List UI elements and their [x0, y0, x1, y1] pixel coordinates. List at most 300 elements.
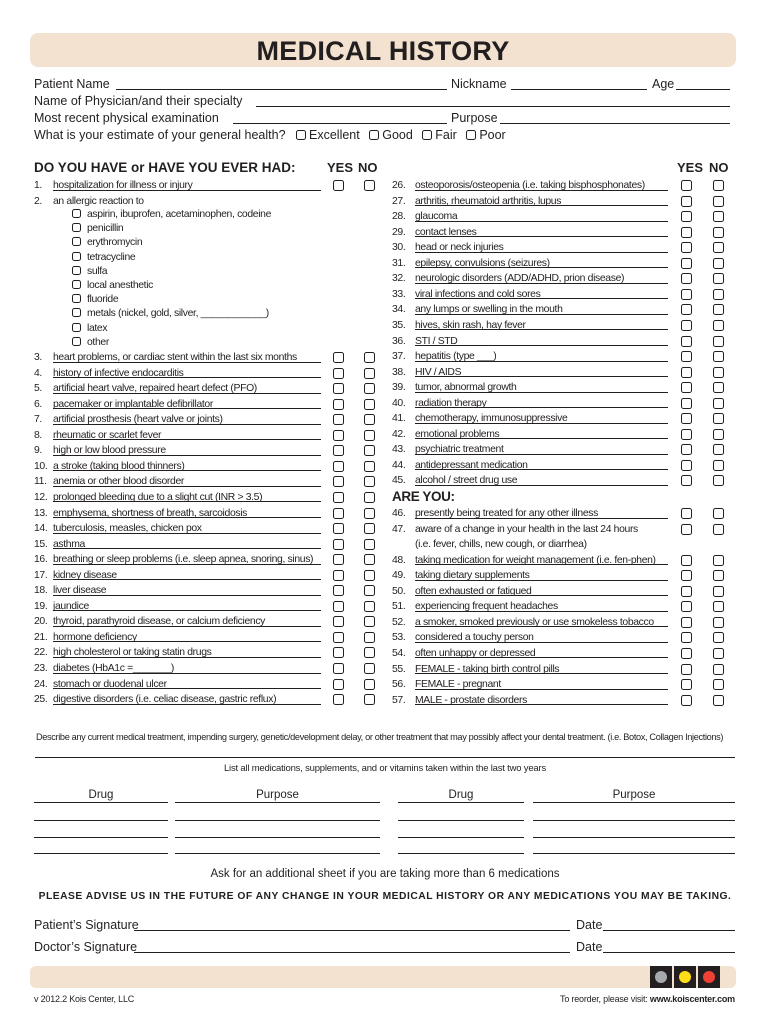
answer-line[interactable]	[415, 518, 668, 519]
no-checkbox[interactable]	[713, 460, 724, 471]
question-row	[392, 427, 737, 443]
question-text: tumor, abnormal growth	[415, 382, 517, 394]
no-checkbox[interactable]	[713, 227, 724, 238]
yellow-dot-icon	[679, 971, 691, 983]
no-checkbox[interactable]	[713, 211, 724, 222]
question-row	[34, 350, 379, 366]
answer-line[interactable]	[53, 362, 321, 363]
question-text: taking medication for weight management (i.e. fen-phen)	[415, 554, 656, 566]
yes-checkbox[interactable]	[681, 367, 692, 378]
answer-line[interactable]	[415, 236, 668, 237]
yes-checkbox[interactable]	[681, 601, 692, 612]
question-row	[34, 599, 379, 615]
no-checkbox[interactable]	[713, 180, 724, 191]
answer-line[interactable]	[53, 377, 321, 378]
answer-line[interactable]	[53, 579, 321, 580]
yes-checkbox[interactable]	[333, 368, 344, 379]
answer-line[interactable]	[415, 704, 668, 705]
no-checkbox[interactable]	[364, 430, 375, 441]
question-number: 22.	[34, 647, 48, 659]
column-rule	[533, 802, 735, 803]
question-text: breathing or sleep problems (i.e. sleep apnea, snoring, sinus)	[53, 554, 314, 566]
question-text: viral infections and cold sores	[415, 288, 541, 300]
question-number: 35.	[392, 319, 406, 331]
medication-entry-field[interactable]	[533, 837, 735, 838]
no-checkbox[interactable]	[364, 368, 375, 379]
question-text: head or neck injuries	[415, 242, 504, 254]
yes-checkbox[interactable]	[333, 679, 344, 690]
title-bar	[30, 33, 736, 67]
question-row	[34, 568, 379, 584]
answer-line[interactable]	[53, 657, 321, 658]
allergy-checkbox[interactable]	[72, 266, 81, 275]
medication-entry-field[interactable]	[175, 853, 380, 854]
answer-line[interactable]	[53, 548, 321, 549]
answer-line[interactable]	[415, 611, 668, 612]
yes-checkbox[interactable]	[681, 180, 692, 191]
answer-line[interactable]	[415, 595, 668, 596]
answer-line[interactable]	[415, 564, 668, 565]
question-row	[34, 677, 379, 693]
yes-checkbox[interactable]	[333, 383, 344, 394]
no-checkbox[interactable]	[364, 523, 375, 534]
answer-line[interactable]	[415, 673, 668, 674]
no-checkbox[interactable]	[364, 570, 375, 581]
yes-checkbox[interactable]	[333, 352, 344, 363]
no-checkbox[interactable]	[713, 398, 724, 409]
excellent-checkbox[interactable]	[296, 130, 306, 140]
answer-line[interactable]	[53, 595, 321, 596]
fair-checkbox[interactable]	[422, 130, 432, 140]
yes-checkbox[interactable]	[681, 695, 692, 706]
good-checkbox[interactable]	[369, 130, 379, 140]
medication-entry-field[interactable]	[34, 820, 168, 821]
answer-line[interactable]	[415, 283, 668, 284]
answer-line[interactable]	[53, 610, 321, 611]
medication-entry-field[interactable]	[34, 837, 168, 838]
allergy-subitem	[72, 307, 269, 321]
question-row	[392, 225, 737, 241]
yes-checkbox[interactable]	[681, 679, 692, 690]
yes-checkbox[interactable]	[333, 663, 344, 674]
yes-checkbox[interactable]	[681, 524, 692, 535]
question-number: 12.	[34, 491, 48, 503]
no-checkbox[interactable]	[364, 694, 375, 705]
answer-line[interactable]	[53, 393, 321, 394]
no-checkbox[interactable]	[713, 196, 724, 207]
answer-line[interactable]	[53, 673, 321, 674]
yes-checkbox[interactable]	[333, 554, 344, 565]
no-checkbox[interactable]	[364, 647, 375, 658]
question-row	[392, 178, 737, 194]
no-checkbox[interactable]	[713, 475, 724, 486]
answer-line[interactable]	[415, 423, 668, 424]
answer-line[interactable]	[53, 470, 321, 471]
no-checkbox[interactable]	[364, 585, 375, 596]
question-row	[34, 366, 379, 382]
no-checkbox[interactable]	[364, 461, 375, 472]
yes-checkbox[interactable]	[681, 351, 692, 362]
doctor-signature-field[interactable]	[134, 952, 570, 953]
no-checkbox[interactable]	[364, 539, 375, 550]
question-row	[34, 397, 379, 413]
yes-checkbox[interactable]	[333, 492, 344, 503]
question-number: 1.	[34, 180, 42, 191]
answer-line[interactable]	[53, 486, 321, 487]
answer-line[interactable]	[415, 689, 668, 690]
yes-checkbox[interactable]	[681, 429, 692, 440]
no-checkbox[interactable]	[713, 320, 724, 331]
medication-entry-field[interactable]	[533, 853, 735, 854]
patient-date-field[interactable]	[603, 930, 735, 931]
yes-checkbox[interactable]	[333, 694, 344, 705]
yes-checkbox[interactable]	[333, 601, 344, 612]
question-row	[34, 381, 379, 397]
question-number: 48.	[392, 554, 406, 566]
answer-line[interactable]	[53, 517, 321, 518]
exam-field[interactable]	[233, 123, 447, 124]
no-checkbox[interactable]	[713, 632, 724, 643]
describe-treatment-field[interactable]	[35, 757, 735, 758]
question-row	[392, 568, 737, 584]
answer-line[interactable]	[53, 408, 321, 409]
yes-checkbox[interactable]	[681, 258, 692, 269]
answer-line[interactable]	[415, 190, 668, 191]
medication-entry-field[interactable]	[398, 837, 524, 838]
no-checkbox[interactable]	[713, 508, 724, 519]
yes-checkbox[interactable]	[681, 211, 692, 222]
yes-checkbox[interactable]	[333, 445, 344, 456]
allergy-checkbox[interactable]	[72, 323, 81, 332]
answer-line[interactable]	[415, 580, 668, 581]
allergy-label: fluoride	[87, 294, 119, 306]
yes-checkbox[interactable]	[681, 320, 692, 331]
question-number: 9.	[34, 445, 42, 457]
no-checkbox[interactable]	[713, 429, 724, 440]
question-text: high cholesterol or taking statin drugs	[53, 647, 212, 659]
no-checkbox[interactable]	[364, 508, 375, 519]
excellent-label: Excellent	[309, 128, 360, 142]
advise-notice: PLEASE ADVISE US IN THE FUTURE OF ANY CHANGE IN YOUR MEDICAL HISTORY OR ANY MEDICATIONS YOU MAY BE TAKING.	[38, 891, 732, 902]
allergy-subitem	[72, 322, 107, 336]
answer-line[interactable]	[53, 439, 321, 440]
drug-column-header: Drug	[448, 789, 474, 801]
yes-checkbox[interactable]	[681, 273, 692, 284]
no-header-right: NO	[709, 160, 729, 175]
medication-entry-field[interactable]	[175, 820, 380, 821]
yes-checkbox[interactable]	[681, 617, 692, 628]
age-field[interactable]	[676, 89, 730, 90]
question-text: FEMALE - pregnant	[415, 679, 501, 691]
question-text: stomach or duodenal ulcer	[53, 678, 167, 690]
patient-signature-label: Patient’s Signature	[34, 918, 139, 932]
no-checkbox[interactable]	[713, 664, 724, 675]
answer-line[interactable]	[415, 345, 668, 346]
no-checkbox[interactable]	[364, 679, 375, 690]
patient-name-field[interactable]	[116, 89, 447, 90]
question-number: 54.	[392, 647, 406, 659]
question-number: 57.	[392, 694, 406, 706]
question-text: hospitalization for illness or injury	[53, 180, 193, 191]
question-number: 20.	[34, 616, 48, 628]
allergy-checkbox[interactable]	[72, 280, 81, 289]
yes-checkbox[interactable]	[681, 336, 692, 347]
question-text: artificial prosthesis (heart valve or joints)	[53, 414, 223, 426]
no-checkbox[interactable]	[364, 663, 375, 674]
no-checkbox[interactable]	[364, 632, 375, 643]
yes-checkbox[interactable]	[681, 586, 692, 597]
yes-checkbox[interactable]	[681, 508, 692, 519]
allergy-checkbox[interactable]	[72, 308, 81, 317]
allergy-checkbox[interactable]	[72, 294, 81, 303]
allergy-label: penicillin	[87, 223, 124, 235]
answer-line[interactable]	[415, 314, 668, 315]
no-checkbox[interactable]	[364, 476, 375, 487]
no-checkbox[interactable]	[364, 399, 375, 410]
medication-entry-field[interactable]	[175, 837, 380, 838]
answer-line[interactable]	[415, 252, 668, 253]
question-number: 37.	[392, 351, 406, 363]
doctor-date-field[interactable]	[603, 952, 735, 953]
yes-checkbox[interactable]	[681, 382, 692, 393]
question-number: 29.	[392, 226, 406, 238]
yes-checkbox[interactable]	[333, 180, 344, 191]
answer-line[interactable]	[415, 657, 668, 658]
question-number: 31.	[392, 257, 406, 269]
answer-line[interactable]	[415, 221, 668, 222]
no-checkbox[interactable]	[713, 289, 724, 300]
no-checkbox[interactable]	[364, 414, 375, 425]
medication-entry-field[interactable]	[398, 853, 524, 854]
yes-checkbox[interactable]	[681, 227, 692, 238]
section-heading: DO YOU HAVE or HAVE YOU EVER HAD:	[34, 160, 296, 175]
allergy-subitem	[72, 279, 153, 293]
question-number: 42.	[392, 428, 406, 440]
no-checkbox[interactable]	[713, 586, 724, 597]
question-number: 11.	[34, 476, 47, 488]
yes-checkbox[interactable]	[333, 647, 344, 658]
question-row	[34, 474, 379, 490]
yes-checkbox[interactable]	[333, 539, 344, 550]
yes-checkbox[interactable]	[681, 460, 692, 471]
no-checkbox[interactable]	[713, 695, 724, 706]
no-checkbox[interactable]	[713, 413, 724, 424]
allergy-checkbox[interactable]	[72, 209, 81, 218]
question-row	[392, 662, 737, 678]
yes-checkbox[interactable]	[681, 304, 692, 315]
allergy-checkbox[interactable]	[72, 252, 81, 261]
no-checkbox[interactable]	[713, 273, 724, 284]
yes-checkbox[interactable]	[681, 398, 692, 409]
answer-line[interactable]	[415, 267, 668, 268]
answer-line[interactable]	[415, 642, 668, 643]
question-text: digestive disorders (i.e. celiac disease, gastric reflux)	[53, 694, 277, 706]
no-checkbox[interactable]	[364, 383, 375, 394]
question-number: 21.	[34, 631, 48, 643]
question-row	[34, 194, 379, 210]
physician-field[interactable]	[256, 106, 730, 107]
answer-line[interactable]	[415, 298, 668, 299]
patient-name-label: Patient Name	[34, 77, 110, 91]
yes-checkbox[interactable]	[333, 585, 344, 596]
health-options	[296, 127, 512, 143]
yes-checkbox[interactable]	[333, 399, 344, 410]
no-checkbox[interactable]	[713, 555, 724, 566]
question-row	[392, 646, 737, 662]
answer-line[interactable]	[415, 485, 668, 486]
purpose-column-header: Purpose	[612, 789, 656, 801]
allergy-label: tetracycline	[87, 251, 136, 263]
no-checkbox[interactable]	[713, 351, 724, 362]
question-row	[392, 318, 737, 334]
question-row	[392, 442, 737, 458]
question-number: 56.	[392, 679, 406, 691]
good-label: Good	[382, 128, 413, 142]
question-number: 17.	[34, 569, 48, 581]
yes-checkbox[interactable]	[333, 476, 344, 487]
yes-checkbox[interactable]	[681, 242, 692, 253]
yes-checkbox[interactable]	[681, 555, 692, 566]
answer-line[interactable]	[53, 533, 321, 534]
answer-line[interactable]	[53, 626, 321, 627]
no-checkbox[interactable]	[713, 524, 724, 535]
medication-entry-field[interactable]	[533, 820, 735, 821]
question-number: 47.	[392, 523, 406, 535]
no-checkbox[interactable]	[713, 336, 724, 347]
yes-checkbox[interactable]	[681, 444, 692, 455]
answer-line[interactable]	[415, 361, 668, 362]
column-rule	[34, 802, 168, 803]
no-checkbox[interactable]	[364, 492, 375, 503]
no-checkbox[interactable]	[364, 180, 375, 191]
medication-entry-field[interactable]	[34, 853, 168, 854]
question-number: 40.	[392, 397, 406, 409]
question-number: 25.	[34, 694, 48, 706]
allergy-checkbox[interactable]	[72, 337, 81, 346]
patient-signature-field[interactable]	[134, 930, 570, 931]
yes-checkbox[interactable]	[681, 664, 692, 675]
no-checkbox[interactable]	[713, 382, 724, 393]
yes-checkbox[interactable]	[333, 632, 344, 643]
question-text: heart problems, or cardiac stent within the last six months	[53, 352, 297, 363]
question-row	[392, 396, 737, 412]
no-checkbox[interactable]	[713, 679, 724, 690]
no-checkbox[interactable]	[713, 601, 724, 612]
answer-line[interactable]	[415, 392, 668, 393]
doctor-date-label: Date	[576, 940, 603, 954]
no-checkbox[interactable]	[713, 444, 724, 455]
purpose-label: Purpose	[451, 111, 498, 125]
question-text: osteoporosis/osteopenia (i.e. taking bisphosphonates)	[415, 180, 645, 191]
answer-line[interactable]	[415, 626, 668, 627]
answer-line[interactable]	[415, 469, 668, 470]
question-text: presently being treated for any other illness	[415, 508, 598, 519]
question-row	[392, 209, 737, 225]
yes-checkbox[interactable]	[333, 461, 344, 472]
question-text: alcohol / street drug use	[415, 475, 518, 487]
answer-line[interactable]	[415, 438, 668, 439]
yes-checkbox[interactable]	[333, 430, 344, 441]
question-row	[392, 537, 737, 553]
nickname-field[interactable]	[511, 89, 647, 90]
website-link[interactable]: www.koiscenter.com	[649, 994, 735, 1004]
yes-checkbox[interactable]	[681, 632, 692, 643]
no-checkbox[interactable]	[364, 601, 375, 612]
medication-entry-field[interactable]	[398, 820, 524, 821]
no-checkbox[interactable]	[364, 352, 375, 363]
allergy-checkbox[interactable]	[72, 237, 81, 246]
answer-line[interactable]	[415, 205, 668, 206]
no-checkbox[interactable]	[713, 367, 724, 378]
answer-line[interactable]	[53, 704, 321, 705]
question-row	[34, 614, 379, 630]
allergy-checkbox[interactable]	[72, 223, 81, 232]
answer-line[interactable]	[415, 454, 668, 455]
purpose-field[interactable]	[500, 123, 730, 124]
answer-line[interactable]	[53, 455, 321, 456]
yes-checkbox[interactable]	[333, 414, 344, 425]
yes-checkbox[interactable]	[333, 523, 344, 534]
answer-line[interactable]	[53, 688, 321, 689]
question-text: HIV / AIDS	[415, 366, 462, 378]
no-checkbox[interactable]	[364, 616, 375, 627]
yes-checkbox[interactable]	[681, 648, 692, 659]
yes-checkbox[interactable]	[681, 289, 692, 300]
question-row	[34, 443, 379, 459]
question-text: a stroke (taking blood thinners)	[53, 460, 185, 472]
yes-checkbox[interactable]	[681, 196, 692, 207]
answer-line[interactable]	[53, 501, 321, 502]
no-checkbox[interactable]	[364, 554, 375, 565]
doctor-signature-label: Doctor’s Signature	[34, 940, 138, 954]
no-checkbox[interactable]	[713, 304, 724, 315]
no-checkbox[interactable]	[713, 617, 724, 628]
exam-label: Most recent physical examination	[34, 111, 219, 125]
red-dot-icon	[703, 971, 715, 983]
yes-checkbox[interactable]	[681, 413, 692, 424]
answer-line[interactable]	[415, 329, 668, 330]
question-text: often exhausted or fatigued	[415, 585, 532, 597]
allergy-label: aspirin, ibuprofen, acetaminophen, codeine	[87, 209, 272, 220]
question-number: 55.	[392, 663, 406, 675]
poor-checkbox[interactable]	[466, 130, 476, 140]
question-number: 39.	[392, 382, 406, 394]
yes-checkbox[interactable]	[681, 475, 692, 486]
yes-checkbox[interactable]	[333, 570, 344, 581]
yes-checkbox[interactable]	[333, 508, 344, 519]
answer-line[interactable]	[53, 641, 321, 642]
allergy-label: local anesthetic	[87, 280, 154, 291]
answer-line[interactable]	[53, 190, 321, 191]
question-text: (i.e. fever, chills, new cough, or diarrhea)	[415, 539, 587, 551]
no-checkbox[interactable]	[713, 258, 724, 269]
no-checkbox[interactable]	[364, 445, 375, 456]
yes-checkbox[interactable]	[681, 570, 692, 581]
answer-line[interactable]	[415, 407, 668, 408]
question-number: 43.	[392, 444, 406, 456]
gray-dot-icon	[655, 971, 667, 983]
answer-line[interactable]	[415, 376, 668, 377]
question-row	[34, 428, 379, 444]
no-checkbox[interactable]	[713, 242, 724, 253]
no-checkbox[interactable]	[713, 570, 724, 581]
no-checkbox[interactable]	[713, 648, 724, 659]
answer-line[interactable]	[53, 424, 321, 425]
answer-line[interactable]	[53, 564, 321, 565]
question-row	[392, 256, 737, 272]
yes-checkbox[interactable]	[333, 616, 344, 627]
allergy-subitem	[72, 293, 118, 307]
